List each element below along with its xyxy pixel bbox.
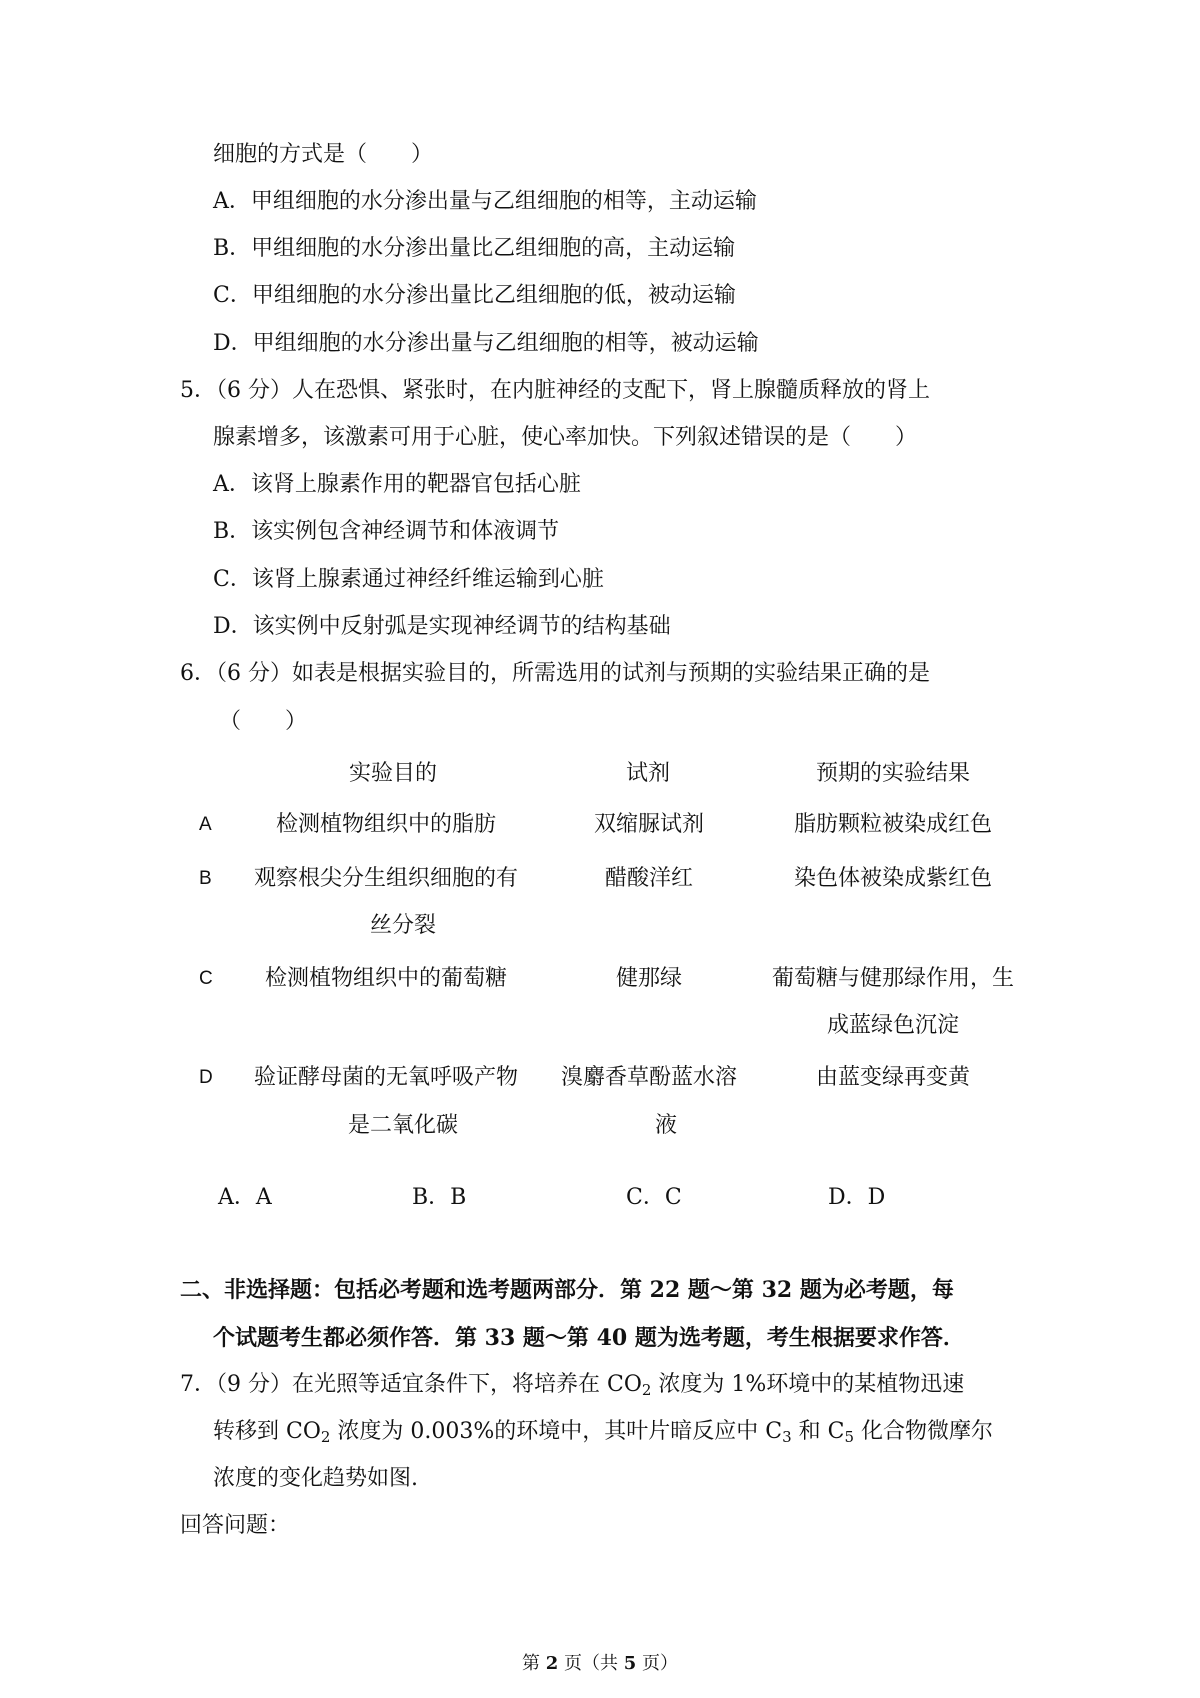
table-header-purpose: 实验目的 <box>348 761 438 786</box>
q4-option-d: D．甲组细胞的水分渗出量与乙组细胞的相等，被动运输 <box>213 331 759 356</box>
row-result-cont: 成蓝绿色沉淀 <box>826 1013 960 1038</box>
q5-stem-line1: 5．（6 分）人在恐惧、紧张时，在内脏神经的支配下，肾上腺髓质释放的肾上 <box>180 378 930 403</box>
q5-option-c: C．该肾上腺素通过神经纤维运输到心脏 <box>213 567 604 592</box>
row-purpose: 观察根尖分生组织细胞的有 <box>253 866 519 891</box>
q7-answer-prompt: 回答问题： <box>180 1513 291 1538</box>
row-purpose-cont: 丝分裂 <box>369 913 437 938</box>
q6-choice-d: D．D <box>828 1185 886 1210</box>
row-label: A <box>199 814 212 835</box>
q6-choice-b: B．B <box>412 1185 467 1210</box>
q4-stem-end: 细胞的方式是（ ） <box>213 142 434 167</box>
section2-heading-line2: 个试题考生都必须作答．第 33 题～第 40 题为选考题，考生根据要求作答． <box>213 1325 965 1351</box>
table-header-reagent: 试剂 <box>625 761 671 786</box>
q6-choice-c: C．C <box>626 1185 682 1210</box>
q7-stem-line3: 浓度的变化趋势如图. <box>213 1466 418 1491</box>
row-purpose: 检测植物组织中的脂肪 <box>275 812 497 837</box>
q5-option-a: A．该肾上腺素作用的靶器官包括心脏 <box>213 472 581 497</box>
row-label: D <box>199 1067 213 1088</box>
page-footer: 第 2 页（共 5 页） <box>522 1653 678 1674</box>
q6-stem-line1: 6．（6 分）如表是根据实验目的，所需选用的试剂与预期的实验结果正确的是 <box>180 661 930 686</box>
row-result: 脂肪颗粒被染成红色 <box>793 812 993 837</box>
row-label: C <box>199 968 213 989</box>
q5-option-b: B．该实例包含神经调节和体液调节 <box>213 519 560 544</box>
row-reagent: 溴麝香草酚蓝水溶 <box>560 1065 738 1090</box>
row-reagent: 双缩脲试剂 <box>593 812 705 837</box>
q5-option-d: D．该实例中反射弧是实现神经调节的结构基础 <box>213 614 671 639</box>
row-purpose-cont: 是二氧化碳 <box>347 1113 459 1138</box>
section2-heading-line1: 二、非选择题：包括必考题和选考题两部分．第 22 题～第 32 题为必考题，每 <box>180 1277 954 1303</box>
q4-option-c: C．甲组细胞的水分渗出量比乙组细胞的低，被动运输 <box>213 283 736 308</box>
q6-choice-a: A．A <box>218 1185 272 1210</box>
row-result: 由蓝变绿再变黄 <box>815 1065 971 1090</box>
row-purpose: 验证酵母菌的无氧呼吸产物 <box>253 1065 519 1090</box>
row-result: 染色体被染成紫红色 <box>793 866 993 891</box>
q7-stem-line2: 转移到 $CO_2$ 浓度为 0.003%的环境中，其叶片暗反应中 $C_3$ 和 $C_5$ 化合物微摩尔 <box>213 1419 994 1446</box>
row-reagent: 醋酸洋红 <box>604 866 694 891</box>
q7-stem-line1: 7．（9 分）在光照等适宜条件下，将培养在 $CO_2$ 浓度为 1%环境中的某植物迅速 <box>180 1372 965 1399</box>
q5-stem-line2: 腺素增多，该激素可用于心脏，使心率加快。下列叙述错误的是（ ） <box>213 425 918 450</box>
row-purpose: 检测植物组织中的葡萄糖 <box>264 966 508 991</box>
row-reagent-cont: 液 <box>654 1113 678 1138</box>
row-result: 葡萄糖与健那绿作用，生 <box>771 966 1015 991</box>
row-reagent: 健那绿 <box>615 966 683 991</box>
q4-option-a: A．甲组细胞的水分渗出量与乙组细胞的相等，主动运输 <box>213 189 757 214</box>
table-header-result: 预期的实验结果 <box>815 761 971 786</box>
q6-stem-line2: （ ） <box>219 709 308 734</box>
row-label: B <box>199 868 212 889</box>
q4-option-b: B．甲组细胞的水分渗出量比乙组细胞的高，主动运输 <box>213 236 736 261</box>
